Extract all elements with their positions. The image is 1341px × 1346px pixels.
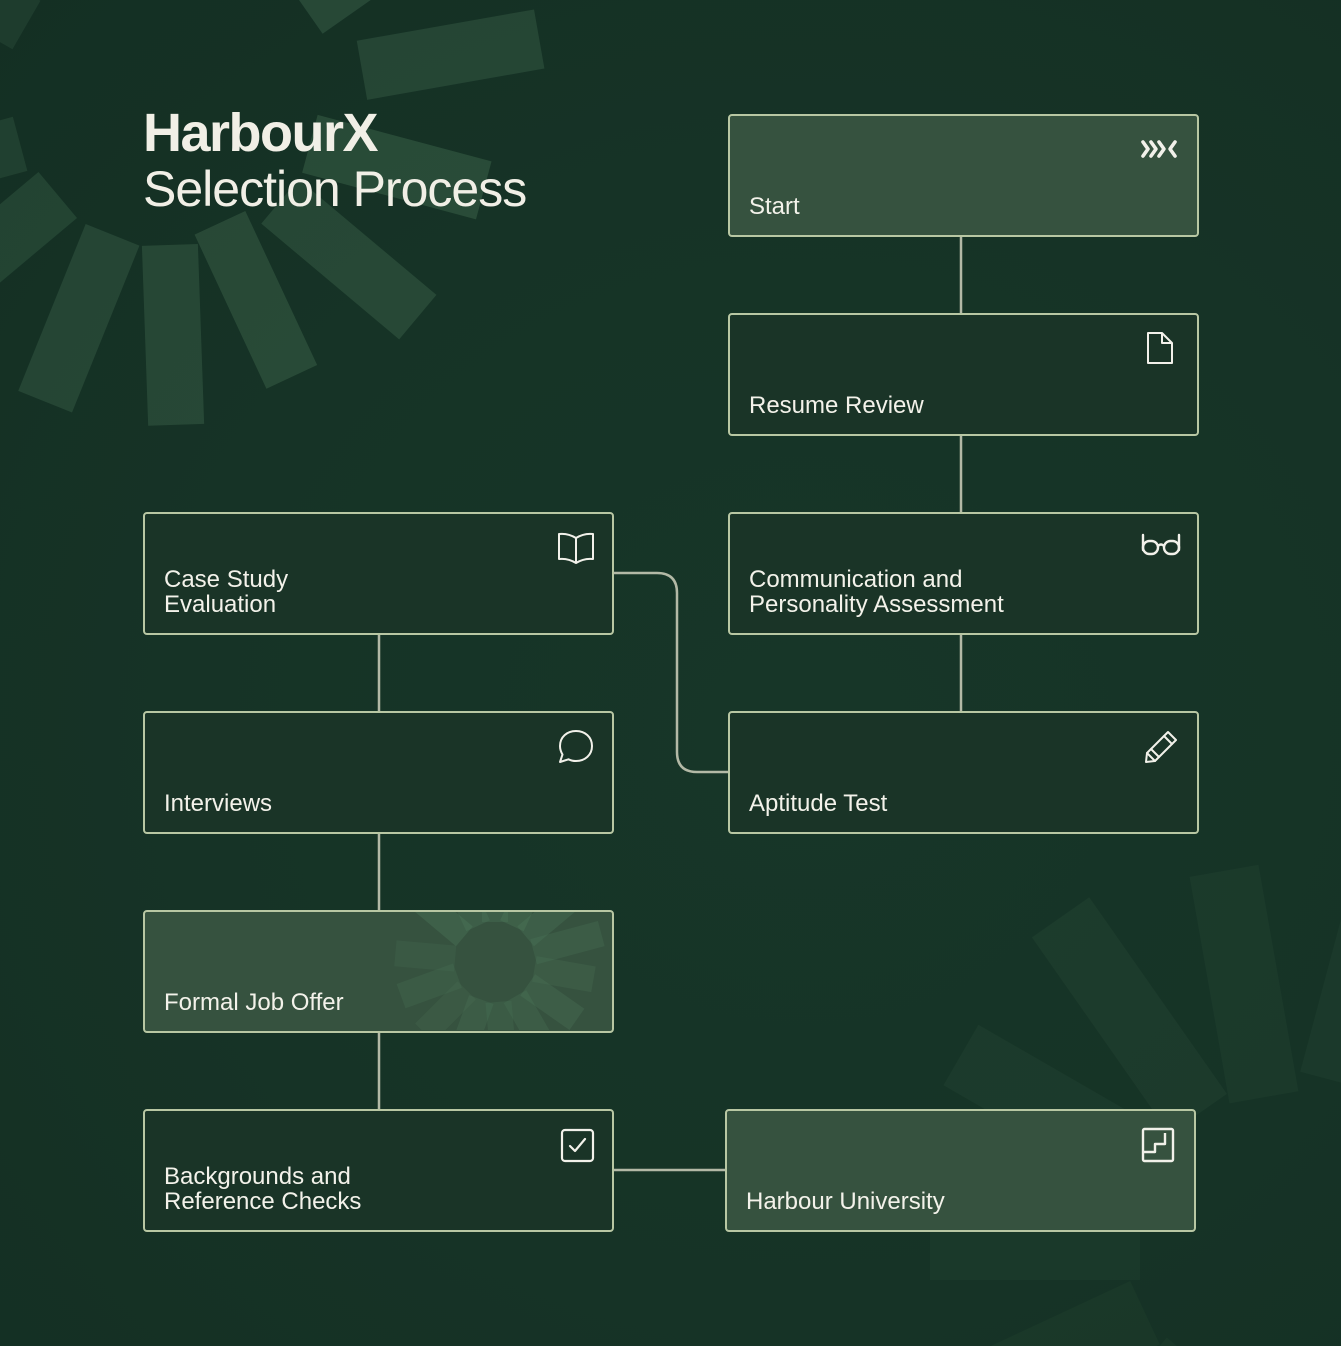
step-label: Communication and Personality Assessment <box>749 566 1004 618</box>
decorative-ray <box>394 940 456 971</box>
speech-bubble-icon <box>556 727 596 767</box>
connector-aptitude-casestudy <box>612 573 730 772</box>
step-start <box>728 114 1199 237</box>
title-block <box>143 104 526 216</box>
page-subtitle: Selection Process <box>143 161 527 217</box>
step-aptitude-test <box>728 711 1199 834</box>
step-background-checks <box>143 1109 614 1232</box>
step-resume-review <box>728 313 1199 436</box>
stairs-icon <box>1138 1125 1178 1165</box>
step-communication-assessment <box>728 512 1199 635</box>
pencil-icon <box>1141 727 1181 767</box>
open-book-icon <box>556 528 596 568</box>
step-label: Aptitude Test <box>749 790 888 817</box>
step-label: Formal Job Offer <box>164 989 344 1016</box>
harbourx-logo-icon <box>1141 130 1181 170</box>
step-label: Start <box>749 193 800 220</box>
document-icon <box>1141 329 1181 369</box>
brand-title: HarbourX <box>143 103 378 163</box>
checkbox-icon <box>556 1125 596 1165</box>
step-label: Harbour University <box>746 1188 945 1215</box>
step-label: Case Study Evaluation <box>164 566 289 618</box>
step-label: Backgrounds and Reference Checks <box>164 1163 362 1215</box>
step-label: Resume Review <box>749 392 924 419</box>
step-label: Interviews <box>164 790 273 817</box>
step-case-study <box>143 512 614 635</box>
step-interviews <box>143 711 614 834</box>
step-formal-job-offer <box>143 910 614 1033</box>
glasses-icon <box>1141 528 1181 568</box>
step-harbour-university <box>725 1109 1196 1232</box>
